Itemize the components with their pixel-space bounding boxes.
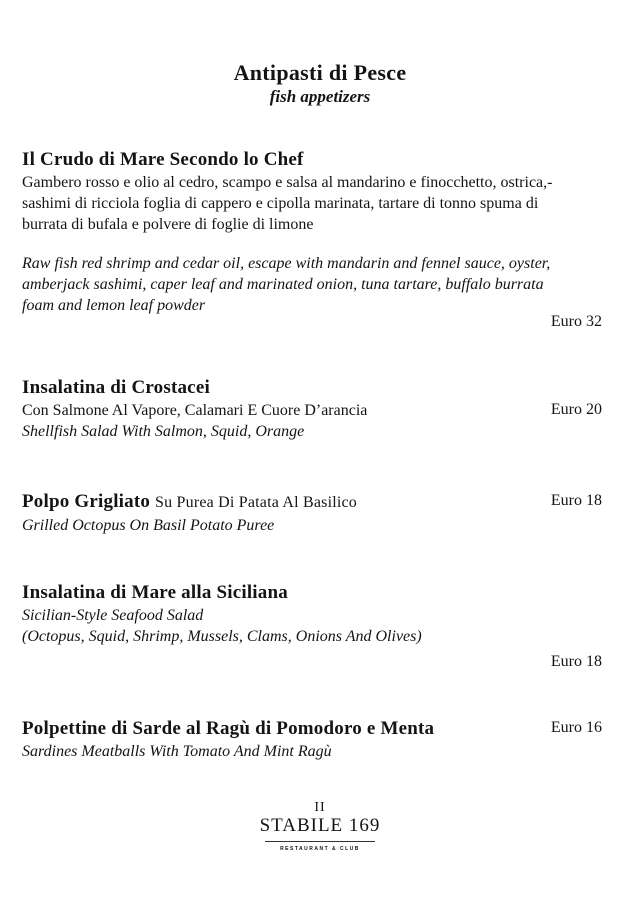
menu-item-crudo <box>22 148 602 330</box>
desc-line: burrata di bufala e polvere di foglie di limone <box>22 216 314 233</box>
menu-item-polpettine <box>22 717 602 762</box>
menu-item-crostacei <box>22 376 602 442</box>
restaurant-logo <box>0 800 640 852</box>
item-description-en: Grilled Octopus On Basil Potato Puree <box>22 517 275 534</box>
menu-item-polpo <box>22 490 602 536</box>
item-description-en: Sardines Meatballs With Tomato And Mint Ragù <box>22 743 332 760</box>
desc-line: foam and lemon leaf powder <box>22 297 206 314</box>
menu-header <box>0 60 640 108</box>
logo-divider <box>265 841 375 842</box>
item-description-it: Con Salmone Al Vapore, Calamari E Cuore D’arancia <box>22 402 368 419</box>
item-price: Euro 18 <box>550 653 602 670</box>
item-price: Euro 32 <box>550 313 602 330</box>
item-description-en <box>22 253 602 316</box>
item-description-it: Su Purea Di Patata Al Basilico <box>155 494 358 511</box>
item-name: Insalatina di Crostacei <box>22 377 210 398</box>
desc-line: sashimi di ricciola foglia di cappero e cipolla marinata, tartare di tonno spuma di <box>22 195 539 212</box>
desc-line: Gambero rosso e olio al cedro, scampo e salsa al mandarino e finocchetto, ostrica,- <box>22 174 553 191</box>
logo-name: STABILE 169 <box>259 815 381 836</box>
menu-item-siciliana <box>22 581 602 670</box>
item-price: Euro 18 <box>550 492 602 509</box>
desc-line: Raw fish red shrimp and cedar oil, escape with mandarin and fennel sauce, oyster, <box>22 255 551 272</box>
section-subtitle: fish appetizers <box>269 87 371 106</box>
item-name: Il Crudo di Mare Secondo lo Chef <box>22 149 304 170</box>
item-name: Polpo Grigliato <box>22 491 151 512</box>
item-name: Polpettine di Sarde al Ragù di Pomodoro e Menta <box>22 718 435 739</box>
section-title: Antipasti di Pesce <box>233 60 407 85</box>
desc-line: amberjack sashimi, caper leaf and marinated onion, tuna tartare, buffalo burrata <box>22 276 544 293</box>
item-description-en: Shellfish Salad With Salmon, Squid, Orange <box>22 423 305 440</box>
logo-tagline: RESTAURANT & CLUB <box>280 846 360 852</box>
item-description-it <box>22 172 602 235</box>
logo-mark-icon: II <box>314 800 326 815</box>
item-price: Euro 20 <box>550 401 602 418</box>
item-name: Insalatina di Mare alla Siciliana <box>22 582 288 603</box>
item-description-en: Sicilian-Style Seafood Salad <box>22 607 204 624</box>
item-price: Euro 16 <box>550 719 602 736</box>
item-name-row <box>22 490 602 515</box>
item-description-en-detail: (Octopus, Squid, Shrimp, Mussels, Clams, Onions And Olives) <box>22 628 422 645</box>
